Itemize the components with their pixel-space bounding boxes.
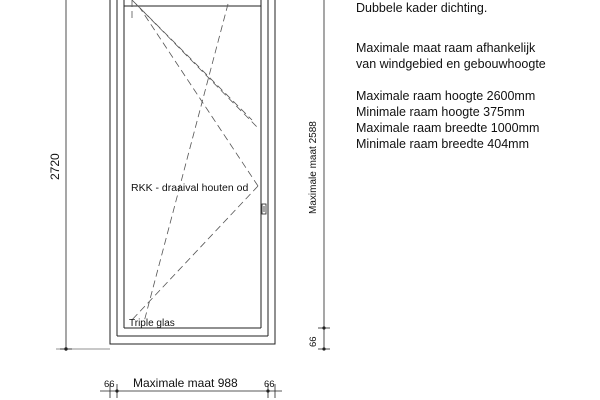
turn-line-upper	[140, 8, 258, 186]
bottom-offset-label: 66	[308, 336, 319, 347]
window-type-label: RKK - draaival houten od	[131, 182, 249, 194]
width-left-offset-label: 66	[104, 379, 115, 390]
max-height-dimension	[318, 0, 330, 350]
window-frame	[110, 0, 275, 344]
glass-label: Triple glas	[129, 318, 175, 329]
note-max-width: Maximale raam breedte 1000mm	[356, 121, 540, 135]
width-dimension-label: Maximale maat 988	[133, 376, 238, 390]
handle-icon	[262, 204, 266, 214]
height-dimension-label: 2720	[48, 153, 62, 180]
turn-line-lower	[130, 186, 258, 322]
height-dimension	[56, 0, 110, 350]
note-min-height: Minimale raam hoogte 375mm	[356, 105, 525, 119]
tilt-line-top	[132, 0, 252, 120]
opening-lines	[130, 0, 258, 322]
note-seal: Dubbele kader dichting.	[356, 1, 488, 15]
note-min-width: Minimale raam breedte 404mm	[356, 137, 529, 151]
frame-outer	[110, 0, 275, 344]
turn-line-diagonal	[144, 4, 228, 322]
note-max-height: Maximale raam hoogte 2600mm	[356, 89, 536, 103]
width-right-offset-label: 66	[264, 379, 275, 390]
specification-notes	[356, 0, 596, 152]
tilt-line-top-2	[136, 4, 258, 128]
note-max-size-2: van windgebied en gebouwhoogte	[356, 57, 546, 71]
max-height-dimension-label: Maximale maat 2588	[308, 121, 319, 214]
note-max-size-1: Maximale maat raam afhankelijk	[356, 41, 536, 55]
